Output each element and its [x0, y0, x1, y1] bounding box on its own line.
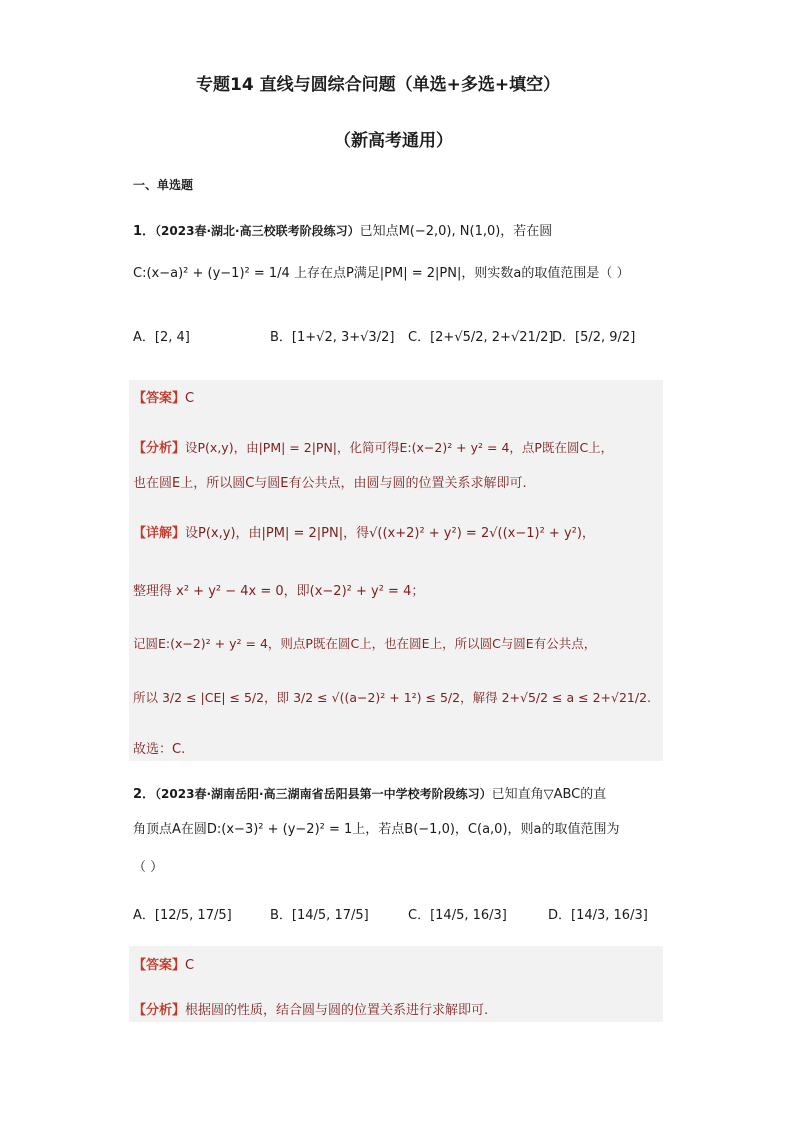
q2-option-c: C．[14/5, 16/3]: [408, 908, 507, 923]
q1-number: 1．: [133, 224, 156, 239]
q2-answer-line: [133, 954, 194, 973]
q2-stem-b: 角顶点A在圆D:(x−3)² + (y−2)² = 1上，若点B(−1,0)，C(a,0)，则a的取值范围为: [133, 822, 620, 837]
q1-detail-3: 记圆E:(x−2)² + y² = 4，则点P既在圆C上，也在圆E上，所以圆C与圆E有公共点，: [133, 636, 597, 651]
q1-detail-1: 设P(x,y)，由|PM| = 2|PN|，得√((x+2)² + y²) = 2√((x−1)² + y²)，: [185, 526, 595, 541]
q1-detail-4: 所以 3/2 ≤ |CE| ≤ 5/2，即 3/2 ≤ √((a−2)² + 1²) ≤ 5/2，解得 2+√5/2 ≤ a ≤ 2+√21/2.: [133, 690, 652, 705]
q1-detail-2: 整理得 x² + y² − 4x = 0，即(x−2)² + y² = 4；: [133, 584, 425, 599]
q2-answer: C: [185, 958, 195, 973]
q1-analysis-line-1: [133, 437, 613, 456]
q2-analysis-line: [133, 999, 488, 1018]
document-subtitle: （新高考通用）: [334, 131, 453, 151]
section-heading: 一、单选题: [133, 178, 194, 192]
q1-detail-tag: 【详解】: [133, 526, 186, 541]
q2-stem-a: 已知直角▽ABC的直: [491, 787, 607, 802]
q2-stem-line-1: [133, 783, 606, 802]
q1-detail-5: 故选：C.: [133, 742, 186, 757]
document-title: 专题14 直线与圆综合问题（单选+多选+填空）: [196, 75, 561, 95]
q2-option-d: D．[14/3, 16/3]: [548, 908, 648, 923]
q2-analysis-1: 根据圆的性质，结合圆与圆的位置关系进行求解即可.: [185, 1003, 489, 1018]
q1-detail-line-1: [133, 522, 595, 541]
q2-source: （2023春·湖南岳阳·高三湖南省岳阳县第一中学校考阶段练习）: [155, 787, 492, 801]
q2-analysis-tag: 【分析】: [133, 1003, 186, 1018]
q1-source: （2023春·湖北·高三校联考阶段练习）: [155, 224, 360, 238]
q1-answer: C: [185, 391, 195, 406]
q1-analysis-1: 设P(x,y)，由|PM| = 2|PN|，化简可得E:(x−2)² + y² = 4，点P既在圆C上，: [185, 440, 614, 455]
q1-stem-line-1: [133, 220, 552, 239]
q1-analysis-tag: 【分析】: [133, 441, 186, 456]
q2-option-b: B．[14/5, 17/5]: [270, 908, 369, 923]
q2-answer-tag: 【答案】: [133, 958, 186, 973]
q1-option-c: C．[2+√5/2, 2+√21/2]: [408, 330, 554, 345]
q1-answer-tag: 【答案】: [133, 391, 186, 406]
q1-analysis-2: 也在圆E上，所以圆C与圆E有公共点，由圆与圆的位置关系求解即可.: [133, 476, 527, 491]
q1-answer-line: [133, 387, 194, 406]
q2-stem-c: （ ）: [133, 860, 164, 875]
q1-option-a: A．[2, 4]: [133, 330, 190, 345]
q1-option-b: B．[1+√2, 3+√3/2]: [270, 330, 395, 345]
q1-stem-a: 已知点M(−2,0), N(1,0)，若在圆: [359, 224, 553, 239]
q2-number: 2．: [133, 787, 156, 802]
q2-option-a: A．[12/5, 17/5]: [133, 908, 232, 923]
q1-option-d: D．[5/2, 9/2]: [552, 330, 636, 345]
q1-stem-b: C:(x−a)² + (y−1)² = 1/4 上存在点P满足|PM| = 2|PN|，则实数a的取值范围是（ ）: [133, 266, 630, 281]
